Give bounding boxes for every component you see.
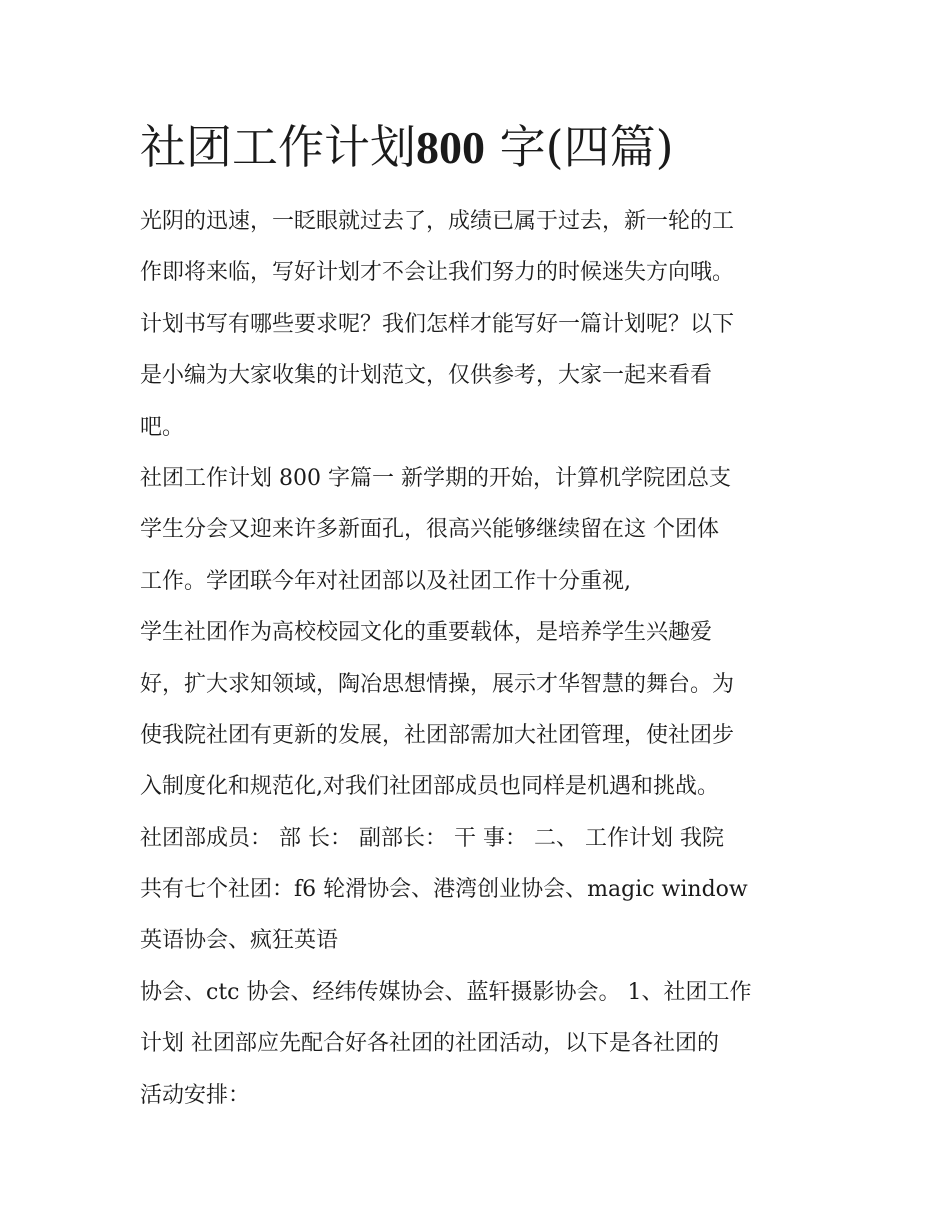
text-line: 学生社团作为高校校园文化的重要载体，是培养学生兴趣爱 [140, 620, 713, 646]
text-line: 协会、ctc 协会、经纬传媒协会、蓝轩摄影协会。 1、社团工作 [140, 979, 752, 1005]
text-line: 社团部成员： 部 长： 副部长： 干 事： 二、 工作计划 我院 [140, 825, 724, 851]
text-line: 是小编为大家收集的计划范文，仅供参考，大家一起来看看 [140, 363, 713, 389]
document-body [140, 196, 820, 1121]
text-line: 活动安排： [140, 1082, 251, 1108]
text-line: 社团工作计划 800 字篇一 新学期的开始，计算机学院团总支 [140, 465, 731, 491]
title-number: 800 [416, 122, 485, 173]
text-line: 光阴的迅速，一眨眼就过去了，成绩已属于过去，新一轮的工 [140, 209, 735, 234]
text-line: 吧。 [140, 414, 185, 440]
text-line: 计划书写有哪些要求呢？我们怎样才能写好一篇计划呢？以下 [140, 311, 735, 337]
title-suffix: 字(四篇) [499, 120, 674, 174]
text-line: 作即将来临，写好计划才不会让我们努力的时候迷失方向哦。 [140, 260, 735, 286]
document-title [140, 112, 840, 183]
title-main: 社团工作计划 [140, 120, 416, 174]
text-line: 学生分会又迎来许多新面孔，很高兴能够继续留在这 个团体 [140, 517, 719, 543]
text-line: 使我院社团有更新的发展，社团部需加大社团管理，使社团步 [140, 722, 735, 748]
text-line: 好，扩大求知领域，陶冶思想情操，展示才华智慧的舞台。为 [140, 671, 735, 697]
text-line: 入制度化和规范化,对我们社团部成员也同样是机遇和挑战。 [140, 774, 719, 800]
text-line: 共有七个社团：f6 轮滑协会、港湾创业协会、magic window [140, 877, 748, 903]
text-line: 计划 社团部应先配合好各社团的社团活动，以下是各社团的 [140, 1031, 719, 1057]
text-line: 英语协会、疯狂英语 [140, 928, 339, 954]
text-line: 工作。学团联今年对社团部以及社团工作十分重视, [140, 568, 631, 594]
